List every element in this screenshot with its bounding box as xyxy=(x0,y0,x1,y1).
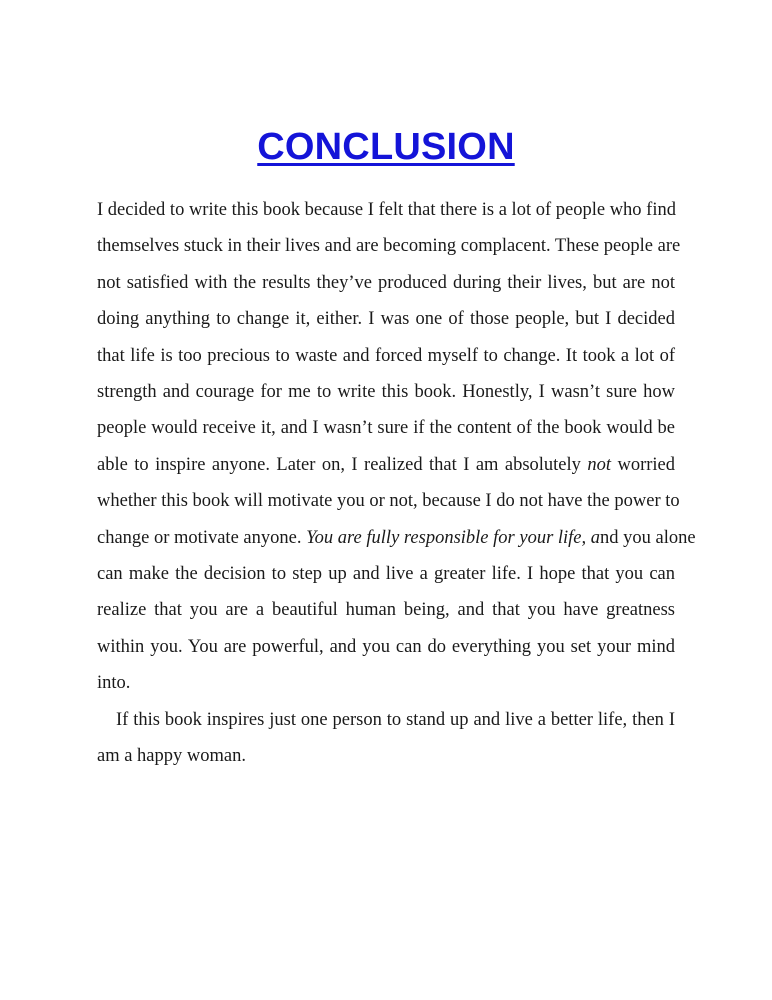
text-line: doing anything to change it, either. I was one of those people, but I decided xyxy=(97,309,675,330)
emphasized-text: You are fully responsible for your life, a xyxy=(306,527,601,548)
text-segment: worried xyxy=(617,454,676,475)
text-line xyxy=(97,447,675,483)
text-line: people would receive it, and I wasn’t sure if the content of the book would be xyxy=(97,418,675,439)
text-line: whether this book will motivate you or not, because I do not have the power to xyxy=(97,491,680,512)
page-title-text: CONCLUSION xyxy=(257,126,515,168)
paragraph-1 xyxy=(97,192,696,702)
text-line xyxy=(97,520,696,556)
text-line: within you. You are powerful, and you can do everything you set your mind xyxy=(97,636,675,657)
emphasized-text: not xyxy=(587,454,612,475)
text-line: themselves stuck in their lives and are becoming complacent. These people are xyxy=(97,236,681,257)
paragraph-2 xyxy=(97,702,675,775)
page-title xyxy=(0,122,772,172)
text-line: realize that you are a beautiful human being, and that you have greatness xyxy=(97,600,675,621)
text-segment: nd you alone xyxy=(600,527,696,548)
text-segment: change or motivate anyone. xyxy=(97,527,302,548)
text-line: into. xyxy=(97,673,131,694)
text-segment: able to inspire anyone. Later on, I realized that I am absolutely xyxy=(97,454,581,475)
text-line: that life is too precious to waste and forced myself to change. It took a lot of xyxy=(97,345,675,366)
text-line: not satisfied with the results they’ve produced during their lives, but are not xyxy=(97,272,675,293)
text-line: can make the decision to step up and live a greater life. I hope that you can xyxy=(97,564,675,585)
text-line: strength and courage for me to write this book. Honestly, I wasn’t sure how xyxy=(97,382,675,403)
text-line: am a happy woman. xyxy=(97,746,246,767)
text-line: If this book inspires just one person to stand up and live a better life, then I xyxy=(116,709,675,730)
text-line: I decided to write this book because I felt that there is a lot of people who find xyxy=(97,200,676,220)
body-text xyxy=(97,192,696,775)
